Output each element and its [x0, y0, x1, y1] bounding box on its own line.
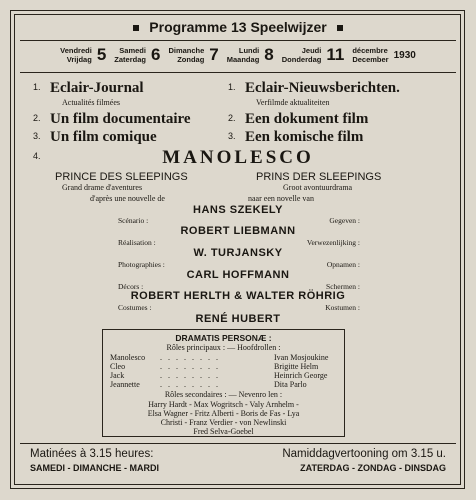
program-item-nl: Een komische film [245, 129, 364, 145]
dot-leader: ........ [160, 362, 224, 371]
feature-subtitle-nl: PRINS DER SLEEPINGS [256, 171, 382, 183]
program-sub-fr: Actualités filmées [62, 98, 120, 107]
matinee-days-fr: SAMEDI - DIMANCHE - MARDI [30, 463, 159, 473]
credit-label-nl: Opnamen : [326, 260, 360, 269]
dot-leader: ........ [160, 371, 224, 380]
program-number: 2. [33, 113, 41, 123]
page-title: Programme 13 Speelwijzer [0, 19, 476, 35]
feature-title: MANOLESCO [162, 147, 314, 168]
program-number: 2. [228, 113, 236, 123]
credit-label-fr: Costumes : [118, 303, 152, 312]
credit-label-nl: Kostumen : [325, 303, 360, 312]
credit-label-nl: Verwezenlijking : [306, 238, 360, 247]
credit-label-fr: Scénario : [118, 216, 149, 225]
novel-fr: d'après une nouvelle de [90, 194, 165, 203]
program-number: 4. [33, 151, 41, 161]
program-item-fr: Eclair-Journal [50, 80, 144, 96]
program-number: 3. [33, 131, 41, 141]
date-number: 5 [96, 45, 107, 64]
date-label: Dimanche Zondag [168, 46, 205, 64]
matinee-time-fr: Matinées à 3.15 heures: [30, 448, 154, 460]
program-item-nl: Eclair-Nieuwsberichten. [245, 80, 400, 96]
cast-role: Manolesco [110, 353, 146, 362]
date-number: 7 [209, 45, 219, 64]
square-ornament-icon [133, 25, 139, 31]
credit-label-nl: Schermen : [326, 282, 360, 291]
cast-role: Cleo [110, 362, 126, 371]
square-ornament-icon [337, 25, 343, 31]
genre-nl: Groot avontuurdrama [283, 183, 353, 192]
credit-label-fr: Photographies : [118, 260, 165, 269]
credit-label-nl: Gegeven : [329, 216, 360, 225]
matinee-time-nl: Namiddagvertooning om 3.15 u. [282, 448, 446, 460]
credit-name: CARL HOFFMANN [186, 269, 290, 281]
date-label: Samedi Zaterdag [114, 46, 146, 64]
novel-nl: naar een novelle van [248, 194, 314, 203]
date-label: Lundi Maandag [226, 46, 260, 64]
cast-actor: Ivan Mosjoukine [274, 353, 329, 362]
program-number: 1. [33, 82, 41, 92]
credit-label-fr: Réalisation : [118, 238, 156, 247]
cast-role: Jeannette [110, 380, 140, 389]
month-label: décembre December [352, 46, 389, 64]
cast-actor: Dita Parlo [274, 380, 307, 389]
dot-leader: ........ [160, 380, 224, 389]
secondary-roles-header: Rôles secondaires : — Nevenro len : [164, 390, 283, 399]
credit-name: ROBERT LIEBMANN [180, 225, 296, 237]
year: 1930 [393, 49, 416, 61]
date-label: Vendredi Vrijdag [60, 46, 92, 64]
cast-role: Jack [110, 371, 125, 380]
main-roles-header: Rôles principaux : — Hoofdrollen : [166, 343, 281, 352]
secondary-cast-line: Harry Hardt - Max Wogritsch - Valy Arnhelm - [148, 400, 299, 409]
divider [20, 443, 456, 444]
cast-title: DRAMATIS PERSONÆ : [175, 333, 272, 343]
program-item-nl: Een dokument film [245, 111, 369, 127]
genre-fr: Grand drame d'aventures [62, 183, 143, 192]
secondary-cast-line: Elsa Wagner - Fritz Alberti - Boris de Fas - Lya [147, 409, 300, 418]
dates-row [0, 45, 476, 65]
date-number: 6 [150, 45, 161, 64]
author-name: HANS SZEKELY [193, 204, 283, 216]
cast-actor: Heinrich George [274, 371, 328, 380]
date-number: 11 [326, 45, 345, 64]
divider [20, 72, 456, 73]
program-number: 1. [228, 82, 236, 92]
program-number: 3. [228, 131, 236, 141]
program-item-fr: Un film comique [50, 129, 157, 145]
date-label: Jeudi Donderdag [281, 46, 322, 64]
credit-label-fr: Décors : [118, 282, 144, 291]
secondary-cast-line: Fred Selva-Goebel [193, 427, 254, 436]
divider [20, 40, 456, 41]
dot-leader: ........ [160, 353, 224, 362]
date-number: 8 [264, 45, 274, 64]
credit-name: ROBERT HERLTH & WALTER RÖHRIG [130, 290, 346, 302]
feature-subtitle-fr: PRINCE DES SLEEPINGS [55, 171, 188, 183]
cast-actor: Brigitte Helm [274, 362, 319, 371]
matinee-days-nl: ZATERDAG - ZONDAG - DINSDAG [300, 463, 446, 473]
secondary-cast-line: Christi - Franz Verdier - von Newlinski [160, 418, 287, 427]
program-sub-nl: Verfilmde aktualiteiten [256, 98, 330, 107]
credit-name: RENÉ HUBERT [195, 313, 281, 325]
program-item-fr: Un film documentaire [50, 111, 191, 127]
credit-name: W. TURJANSKY [193, 247, 283, 259]
